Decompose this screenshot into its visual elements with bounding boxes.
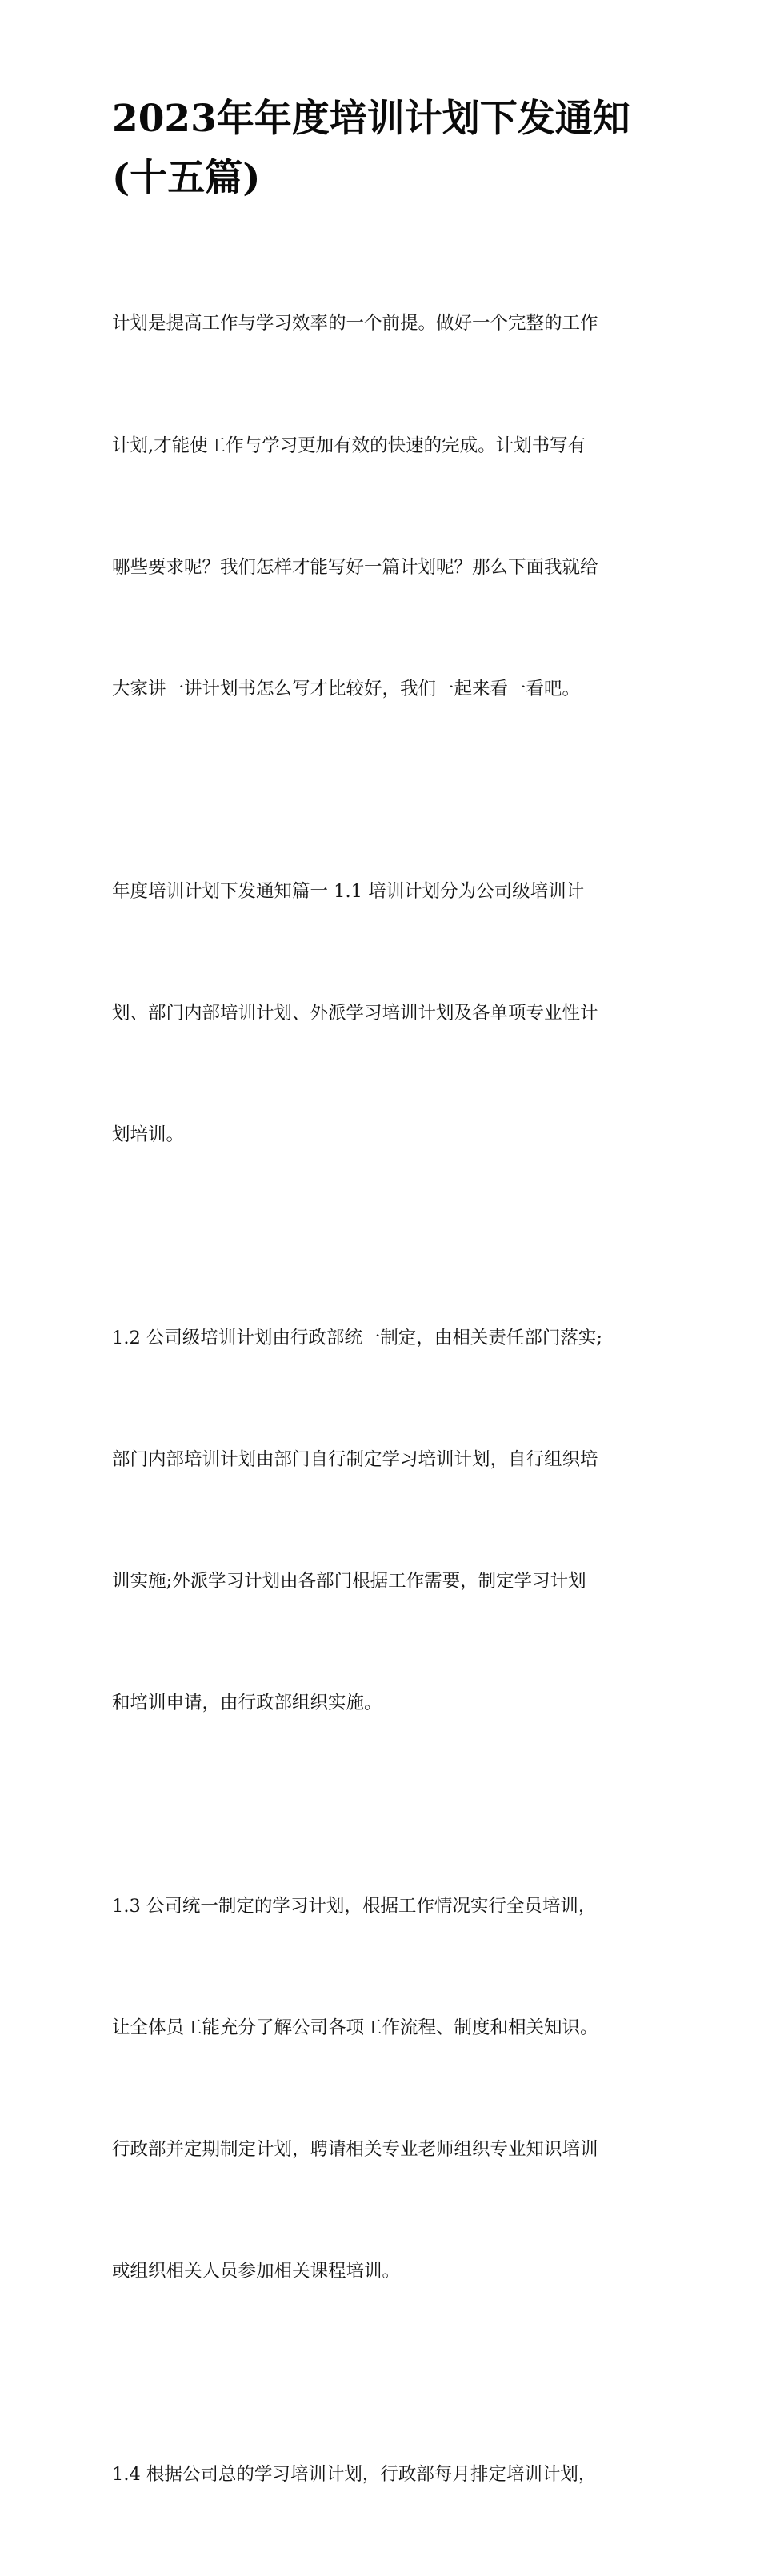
text-line: 行政部并定期制定计划，聘请相关专业老师组织专业知识培训	[112, 2139, 598, 2161]
section-1-1-paragraph	[112, 791, 656, 1237]
section-1-4-paragraph	[112, 2373, 656, 2576]
text-line: 1.3 公司统一制定的学习计划，根据工作情况实行全员培训，	[112, 1895, 597, 1917]
section-1-3-paragraph	[112, 1805, 656, 2373]
text-line: 年度培训计划下发通知篇一 1.1 培训计划分为公司级培训计	[112, 881, 585, 903]
section-1-2-paragraph	[112, 1237, 656, 1805]
text-line: 训实施;外派学习计划由各部门根据工作需要，制定学习计划	[112, 1571, 586, 1592]
text-line: 部门内部培训计划由部门自行制定学习培训计划，自行组织培	[112, 1449, 598, 1471]
text-line: 1.4 根据公司总的学习培训计划，行政部每月排定培训计划，	[112, 2463, 597, 2485]
intro-paragraph	[112, 222, 656, 791]
text-line: 哪些要求呢？我们怎样才能写好一篇计划呢？那么下面我就给	[112, 556, 598, 578]
text-line: 和培训申请，由行政部组织实施。	[112, 1693, 382, 1714]
text-line: 让全体员工能充分了解公司各项工作流程、制度和相关知识。	[112, 2017, 598, 2038]
text-line: 计划,才能使工作与学习更加有效的快速的完成。计划书写有	[112, 435, 586, 456]
title-line: 2023年年度培训计划下发通知	[112, 97, 630, 141]
text-line: 计划是提高工作与学习效率的一个前提。做好一个完整的工作	[112, 313, 598, 335]
text-line: 或组织相关人员参加相关课程培训。	[112, 2261, 401, 2282]
text-line: 划培训。	[112, 1124, 185, 1146]
text-line: 1.2 公司级培训计划由行政部统一制定，由相关责任部门落实;	[112, 1327, 603, 1348]
title-line: (十五篇)	[112, 156, 261, 200]
document-title	[112, 90, 656, 208]
document-body	[112, 222, 656, 2576]
text-line: 划、部门内部培训计划、外派学习培训计划及各单项专业性计	[112, 1003, 598, 1024]
text-line: 大家讲一讲计划书怎么写才比较好，我们一起来看一看吧。	[112, 678, 581, 699]
